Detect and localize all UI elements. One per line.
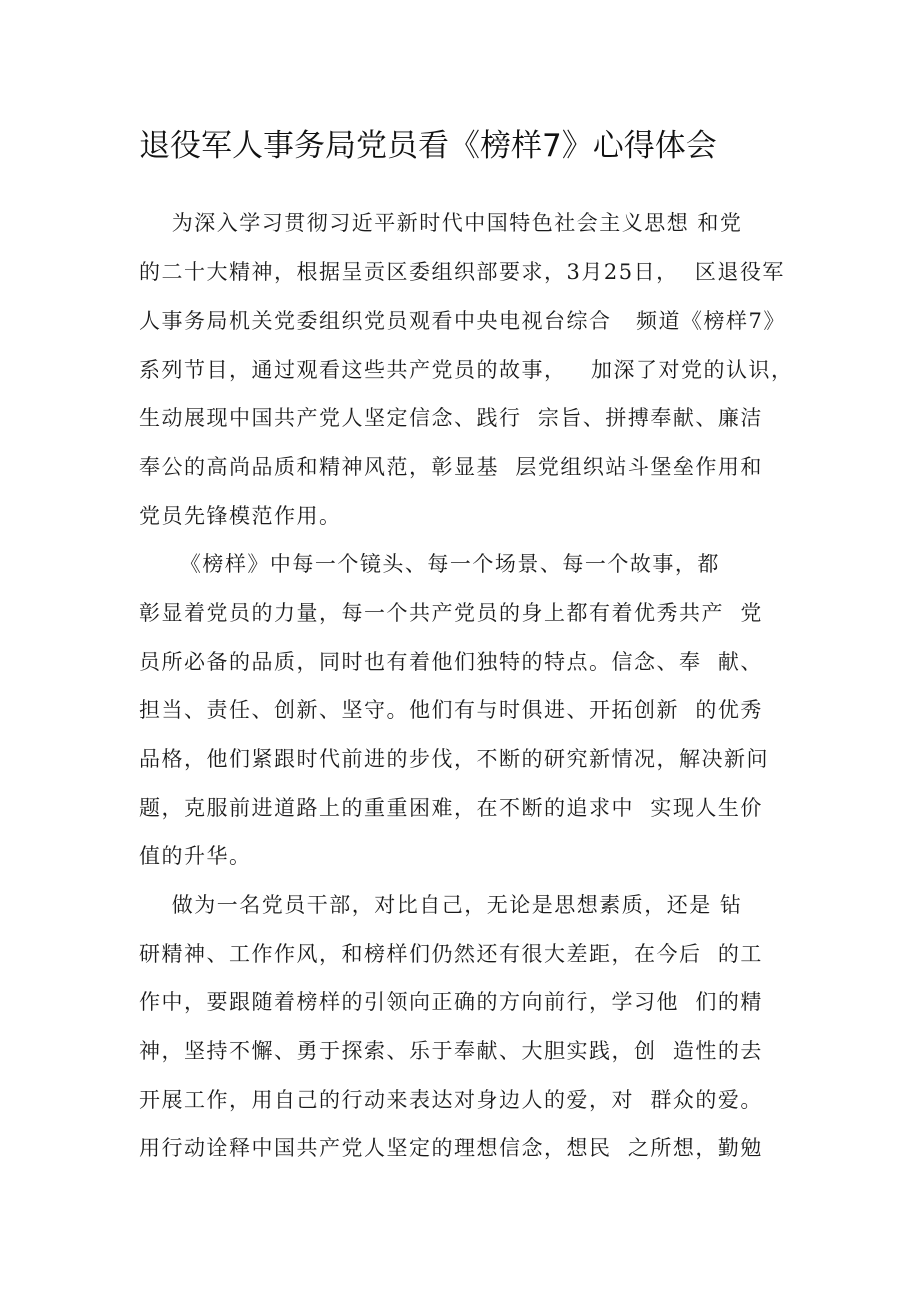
text-line: 用行动诠释中国共产党人坚定的理想信念，想民 之所想，勤勉 <box>139 1136 763 1160</box>
text-line: 研精神、工作作风，和榜样们仍然还有很大差距，在今后 的工 <box>139 942 763 966</box>
text-line: 开展工作，用自己的行动来表达对身边人的爱，对 群众的爱。 <box>139 1088 763 1112</box>
text-line: 奉公的高尚品质和精神风范，彰显基 层党组织站斗堡垒作用和 <box>139 455 763 479</box>
text-line: 的二十大精神，根据呈贡区委组织部要求，3月25日， 区退役军 <box>139 260 785 284</box>
text-line: 值的升华。 <box>139 844 252 868</box>
document-title: 退役军人事务局党员看《榜样7》心得体会 <box>139 128 717 164</box>
text-line: 题，克服前进道路上的重重困难，在不断的追求中 实现人生价 <box>139 796 763 820</box>
text-line: 作中，要跟随着榜样的引领向正确的方向前行，学习他 们的精 <box>139 990 763 1014</box>
text-line: 品格，他们紧跟时代前进的步伐，不断的研究新情况，解决新问 <box>139 747 769 771</box>
text-line: 彰显着党员的力量，每一个共产党员的身上都有着优秀共产 党 <box>139 601 763 625</box>
text-line: 人事务局机关党委组织党员观看中央电视台综合 频道《榜样7》 <box>139 309 786 333</box>
text-line: 生动展现中国共产党人坚定信念、践行 宗旨、拼搏奉献、廉洁 <box>139 406 763 430</box>
text-line: 为深入学习贯彻习近平新时代中国特色社会主义思想 和党 <box>139 211 743 235</box>
text-line: 《榜样》中每一个镜头、每一个场景、每一个故事，都 <box>139 552 720 576</box>
text-line: 神，坚持不懈、勇于探索、乐于奉献、大胆实践，创 造性的去 <box>139 1039 763 1063</box>
text-line: 系列节目，通过观看这些共产党员的故事， 加深了对党的认识， <box>139 358 794 382</box>
text-line: 党员先锋模范作用。 <box>139 504 342 528</box>
text-line: 担当、责任、创新、坚守。他们有与时俱进、开拓创新 的优秀 <box>139 698 763 722</box>
text-line: 做为一名党员干部，对比自己，无论是思想素质，还是 钻 <box>139 893 743 917</box>
text-line: 员所必备的品质，同时也有着他们独特的特点。信念、奉 献、 <box>139 650 763 674</box>
